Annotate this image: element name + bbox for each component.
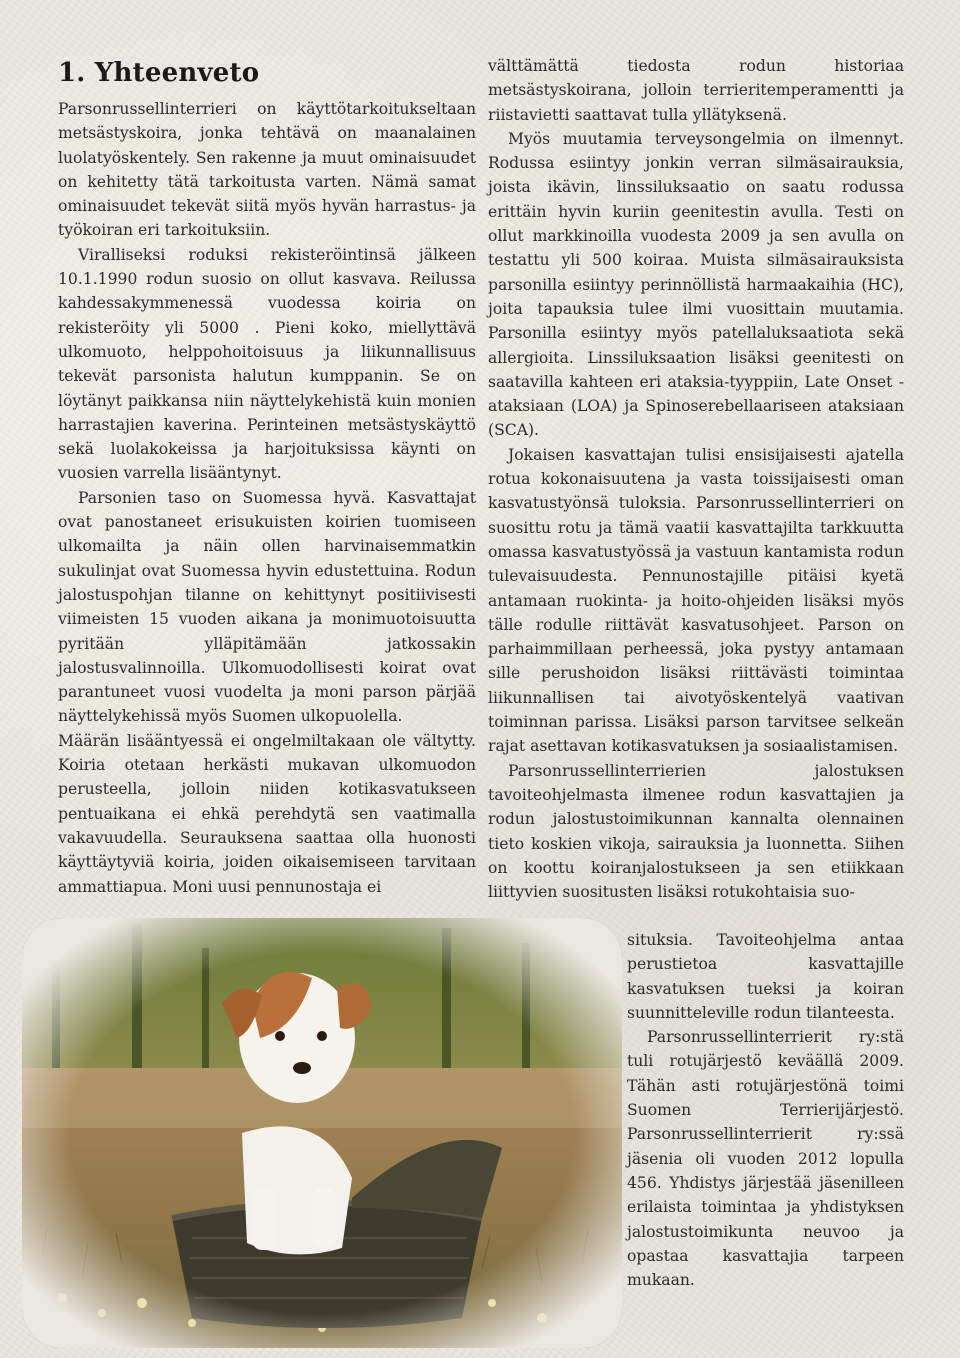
paragraph: Viralliseksi roduksi rekisteröintinsä jälkeen 10.1.1990 rodun suosio on ollut kasvava. Reilussa kahdessakymmenessä vuodessa koiria on rekisteröity yli 5000 . Pieni koko, miellyttävä ulkomuoto, helppohoitoisuus ja liikunnallisuus tekevät parsonista halutun kumppanin. Se on löytänyt paikkansa niin näyttelykehistä kuin monien harrastajien kaverina. Perinteinen metsästyskäyttö sekä luolakokeissa ja harjoituksissa käynti on vuosien varrella lisääntynyt. (58, 245, 476, 483)
right-column (488, 54, 904, 904)
paragraph: välttämättä tiedosta rodun historiaa metsästyskoirana, jolloin terrieritemperamentti ja riistavietti saattavat tulla yllätyksenä. (488, 57, 904, 124)
puppy-photo (22, 918, 622, 1348)
paragraph: situksia. Tavoiteohjelma antaa perustietoa kasvattajille kasvatuksen tueksi ja koiran suunnitteleville rodun tilanteesta. (627, 931, 904, 1022)
page-title: 1. Yhteenveto (58, 58, 260, 88)
paragraph: Jokaisen kasvattajan tulisi ensisijaisesti ajatella rotua kokonaisuutena ja vasta toissijaisesti oman kasvatustyönsä tuloksia. Parsonrussellinterrieri on suosittu rotu ja tämä vaatii kasvattajilta tarkkuutta omassa kasvatustyössä ja vastuun kantamista rodun tulevaisuudesta. Pennunostajille pitäisi kyetä antamaan ruokinta- ja hoito-ohjeiden lisäksi myös tälle rodulle riittävät kasvatusohjeet. Parson on parhaimmillaan perheessä, joka pystyy antamaan sille perushoidon lisäksi riittävästi toimintaa liikunnallisen tai aivotyöskentelyä vaativan toiminnan parissa. Lisäksi parson tarvitsee selkeän rajat asettavan kotikasvatuksen ja sosiaalistamisen. (488, 445, 904, 756)
paragraph: Parsonien taso on Suomessa hyvä. Kasvattajat ovat panostaneet erisukuisten koirien tuomiseen ulkomailta ja näin ollen harvinaisemmatkin sukulinjat ovat Suomessa hyvin edustettuina. Rodun jalostuspohjan tilanne on kehittynyt positiivisesti viimeisten 15 vuoden aikana ja monimuotoisuutta pyritään ylläpitämään jatkossakin jalostusvalinnoilla. Ulkomuodollisesti koirat ovat parantuneet vuosi vuodelta ja moni parson pärjää näyttelykehissä myös Suomen ulkopuolella. (58, 488, 476, 726)
left-column (58, 97, 476, 899)
paragraph: Määrän lisääntyessä ei ongelmiltakaan ole vältytty. Koiria otetaan herkästi mukavan ulkomuodon perusteella, jolloin niiden kotikasvatukseen pentuaikana ei ehkä perehdytä sen vaatimalla vakavuudella. Seurauksena saattaa olla huonosti käyttäytyviä koiria, joiden oikaisemiseen tarvitaan ammattiapua. Moni uusi pennunostaja ei (58, 731, 476, 896)
right-column-continued (627, 928, 904, 1292)
paragraph: Myös muutamia terveysongelmia on ilmennyt. Rodussa esiintyy jonkin verran silmäsairauksia, joista ikävin, linssiluksaatio on saatu rodussa erittäin hyvin kuriin geenitestin avulla. Testi on ollut markkinoilla vuodesta 2009 ja sen avulla on testattu yli 500 koiraa. Muista silmäsairauksista parsonilla esiintyy perinnöllistä harmaakaihia (HC), joita tapauksia tulee ilmi vuosittain muutamia. Parsonilla esiintyy myös patellaluksaatiota sekä allergioita. Linssiluksaation lisäksi geenitesti on saatavilla kahteen eri ataksia-tyyppiin, Late Onset -ataksiaan (LOA) ja Spinoserebellaariseen ataksiaan (SCA). (488, 129, 904, 440)
paragraph: Parsonrussellinterrierien jalostuksen tavoiteohjelmasta ilmenee rodun kasvattajien ja rodun jalostustoimikunnan kannalta olennainen tieto koskien vikoja, sairauksia ja luonnetta. Siihen on koottu koiranjalostukseen ja sen etiikkaan liittyvien suositusten lisäksi rotukohtaisia suo- (488, 761, 904, 902)
paragraph: Parsonrussellinterrieri on käyttötarkoitukseltaan metsästyskoira, jonka tehtävä on maanalainen luolatyöskentely. Sen rakenne ja muut ominaisuudet on kehitetty tätä tarkoitusta varten. Nämä samat ominaisuudet tekevät siitä myös hyvän harrastus- ja työkoiran eri tarkoituksiin. (58, 100, 476, 240)
paragraph: Parsonrussellinterrierit ry:stä tuli rotujärjestö keväällä 2009. Tähän asti rotujärjestönä toimi Suomen Terrierijärjestö. Parsonrussellinterrierit ry:ssä jäsenia oli vuoden 2012 lopulla 456. Yhdistys järjestää jäsenilleen erilaista toimintaa ja yhdistyksen jalostustoimikunta neuvoo ja opastaa kasvattajia tarpeen mukaan. (627, 1028, 904, 1290)
